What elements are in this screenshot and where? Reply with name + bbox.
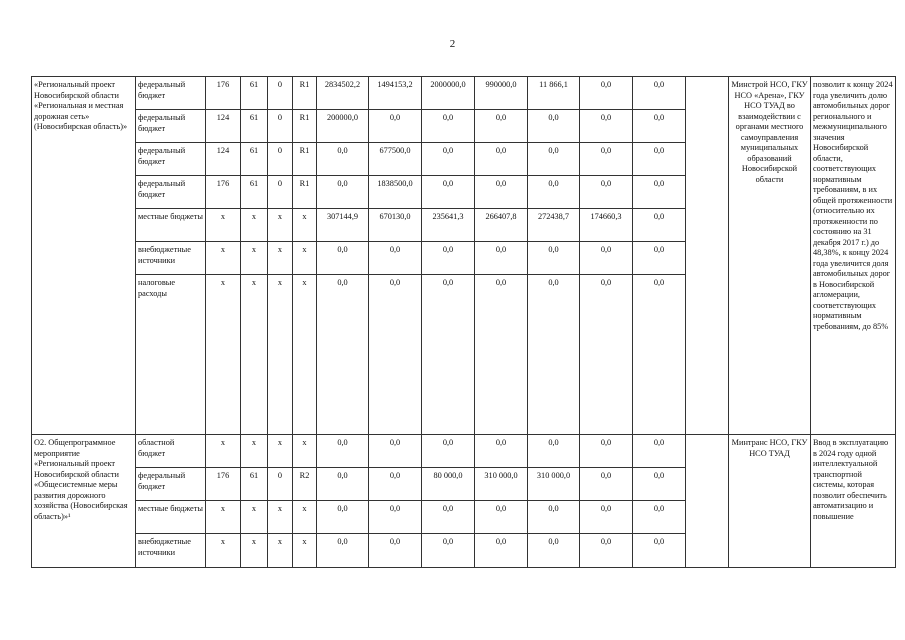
cell-value: 272438,7 <box>528 209 580 242</box>
funding-source: областной бюджет <box>136 435 206 468</box>
cell-value: 0,0 <box>475 143 528 176</box>
table-row <box>32 77 896 110</box>
cell-code: 0 <box>268 176 293 209</box>
cell-value: 0,0 <box>317 501 369 534</box>
cell-value: 1494153,2 <box>369 77 422 110</box>
cell-value: 235641,3 <box>422 209 475 242</box>
cell-code: R1 <box>293 143 317 176</box>
cell-code: 0 <box>268 77 293 110</box>
cell-value: 0,0 <box>633 275 686 435</box>
cell-value: 990000,0 <box>475 77 528 110</box>
cell-code: R1 <box>293 176 317 209</box>
cell-value: 677500,0 <box>369 143 422 176</box>
table-row <box>32 435 896 468</box>
cell-value: 0,0 <box>528 275 580 435</box>
cell-code: x <box>241 435 268 468</box>
cell-value: 0,0 <box>475 176 528 209</box>
page-number: 2 <box>449 38 456 50</box>
cell-value: 266407,8 <box>475 209 528 242</box>
cell-grbs: x <box>206 275 241 435</box>
cell-code: 61 <box>241 468 268 501</box>
funding-source: местные бюджеты <box>136 501 206 534</box>
expected-result: позволит к концу 2024 года увеличить долю автомобильных дорог регионального и межмуниципального значения Новосибирской области, соответствующих нормативным требованиям, в их общей протяженности (относительно их протяженности по состоянию на 31 декабря 2017 г.) до 48,38%, к концу 2024 года увеличится доля автомобильных дорог в Новосибирской агломерации, соответствующих нормативным требованиям, до 85% <box>811 77 896 435</box>
cell-value: 0,0 <box>580 176 633 209</box>
cell-grbs: x <box>206 534 241 568</box>
program-table <box>31 76 896 568</box>
cell-grbs: x <box>206 242 241 275</box>
cell-value: 0,0 <box>369 275 422 435</box>
cell-value: 0,0 <box>633 468 686 501</box>
cell-value: 0,0 <box>528 534 580 568</box>
cell-code: R1 <box>293 110 317 143</box>
cell-value: 0,0 <box>580 275 633 435</box>
cell-value: 0,0 <box>580 435 633 468</box>
funding-source: налоговые расходы <box>136 275 206 435</box>
cell-value: 0,0 <box>633 209 686 242</box>
cell-code: x <box>241 501 268 534</box>
cell-value: 0,0 <box>580 468 633 501</box>
cell-value: 0,0 <box>475 242 528 275</box>
cell-value: 0,0 <box>369 501 422 534</box>
cell-value: 0,0 <box>528 435 580 468</box>
cell-code: x <box>293 242 317 275</box>
cell-value: 0,0 <box>475 501 528 534</box>
cell-value: 307144,9 <box>317 209 369 242</box>
cell-value: 0,0 <box>317 275 369 435</box>
cell-value: 0,0 <box>369 468 422 501</box>
cell-grbs: 124 <box>206 143 241 176</box>
cell-code: 0 <box>268 468 293 501</box>
funding-source: внебюджетные источники <box>136 534 206 568</box>
cell-value: 0,0 <box>422 435 475 468</box>
cell-value: 0,0 <box>580 77 633 110</box>
cell-value: 0,0 <box>633 534 686 568</box>
cell-value: 0,0 <box>317 468 369 501</box>
funding-source: федеральный бюджет <box>136 143 206 176</box>
cell-grbs: x <box>206 501 241 534</box>
cell-code: 61 <box>241 143 268 176</box>
cell-value: 0,0 <box>369 110 422 143</box>
funding-source: федеральный бюджет <box>136 77 206 110</box>
funding-source: федеральный бюджет <box>136 110 206 143</box>
cell-value: 0,0 <box>475 435 528 468</box>
executor: Минстрой НСО, ГКУ НСО «Арена», ГКУ НСО ТУАД во взаимодействии с органами местного самоуправления муниципальных образований Новосибирской области <box>729 77 811 435</box>
cell-value: 0,0 <box>422 176 475 209</box>
cell-value: 0,0 <box>475 534 528 568</box>
executor: Минтранс НСО, ГКУ НСО ТУАД <box>729 435 811 568</box>
cell-value: 0,0 <box>475 110 528 143</box>
cell-value: 200000,0 <box>317 110 369 143</box>
cell-code: x <box>241 209 268 242</box>
cell-value: 80 000,0 <box>422 468 475 501</box>
funding-source: внебюджетные источники <box>136 242 206 275</box>
funding-source: местные бюджеты <box>136 209 206 242</box>
cell-value: 0,0 <box>528 242 580 275</box>
cell-value: 0,0 <box>317 435 369 468</box>
cell-value: 0,0 <box>633 501 686 534</box>
cell-value: 0,0 <box>369 435 422 468</box>
cell-value: 0,0 <box>633 176 686 209</box>
cell-value: 0,0 <box>422 143 475 176</box>
cell-value: 0,0 <box>580 143 633 176</box>
cell-grbs: x <box>206 209 241 242</box>
cell-value: 0,0 <box>580 242 633 275</box>
cell-value: 0,0 <box>528 110 580 143</box>
cell-value: 11 866,1 <box>528 77 580 110</box>
cell-code: R1 <box>293 77 317 110</box>
funding-source: федеральный бюджет <box>136 468 206 501</box>
cell-value: 0,0 <box>528 501 580 534</box>
cell-value: 310 000,0 <box>528 468 580 501</box>
cell-value: 2834502,2 <box>317 77 369 110</box>
cell-code: x <box>241 242 268 275</box>
cell-value: 0,0 <box>317 242 369 275</box>
measure-name: «Региональный проект Новосибирской области «Региональная и местная дорожная сеть» (Новосибирская область)» <box>32 77 136 435</box>
cell-code: 61 <box>241 176 268 209</box>
cell-value: 0,0 <box>422 110 475 143</box>
cell-value: 0,0 <box>369 242 422 275</box>
cell-code: 61 <box>241 110 268 143</box>
cell-value: 0,0 <box>528 176 580 209</box>
cell-code: x <box>293 275 317 435</box>
measure-name: О2. Общепрограммное мероприятие «Региональный проект Новосибирской области «Общесистемные меры развития дорожного хозяйства (Новосибирская область)»¹ <box>32 435 136 568</box>
cell-value: 0,0 <box>422 534 475 568</box>
cell-value: 0,0 <box>580 501 633 534</box>
cell-value: 670130,0 <box>369 209 422 242</box>
cell-value: 0,0 <box>633 435 686 468</box>
cell-value: 310 000,0 <box>475 468 528 501</box>
cell-value: 0,0 <box>633 242 686 275</box>
cell-value: 0,0 <box>633 77 686 110</box>
cell-code: 0 <box>268 110 293 143</box>
cell-value: 0,0 <box>422 242 475 275</box>
cell-code: x <box>268 209 293 242</box>
cell-code: x <box>268 435 293 468</box>
cell-value: 2000000,0 <box>422 77 475 110</box>
cell-value: 174660,3 <box>580 209 633 242</box>
cell-grbs: 176 <box>206 176 241 209</box>
cell-value: 0,0 <box>475 275 528 435</box>
cell-code: x <box>293 501 317 534</box>
cell-code: x <box>293 534 317 568</box>
cell-value: 0,0 <box>317 143 369 176</box>
cell-value: 0,0 <box>528 143 580 176</box>
cell-value: 0,0 <box>317 176 369 209</box>
cell-grbs: 124 <box>206 110 241 143</box>
cell-code: 61 <box>241 77 268 110</box>
blank-cell <box>686 77 729 435</box>
expected-result: Ввод в эксплуатацию в 2024 году одной интеллектуальной транспортной системы, которая позволит обеспечить автоматизацию и повышение <box>811 435 896 568</box>
cell-code: x <box>268 275 293 435</box>
cell-value: 1838500,0 <box>369 176 422 209</box>
cell-code: x <box>268 242 293 275</box>
cell-value: 0,0 <box>580 110 633 143</box>
cell-value: 0,0 <box>633 143 686 176</box>
cell-code: x <box>241 534 268 568</box>
cell-value: 0,0 <box>580 534 633 568</box>
cell-value: 0,0 <box>422 275 475 435</box>
cell-value: 0,0 <box>317 534 369 568</box>
blank-cell <box>686 435 729 568</box>
cell-code: x <box>268 534 293 568</box>
cell-code: x <box>293 209 317 242</box>
cell-value: 0,0 <box>422 501 475 534</box>
cell-code: 0 <box>268 143 293 176</box>
cell-grbs: 176 <box>206 77 241 110</box>
cell-grbs: 176 <box>206 468 241 501</box>
cell-grbs: x <box>206 435 241 468</box>
cell-code: x <box>241 275 268 435</box>
cell-code: R2 <box>293 468 317 501</box>
cell-code: x <box>268 501 293 534</box>
cell-value: 0,0 <box>369 534 422 568</box>
cell-value: 0,0 <box>633 110 686 143</box>
cell-code: x <box>293 435 317 468</box>
funding-source: федеральный бюджет <box>136 176 206 209</box>
